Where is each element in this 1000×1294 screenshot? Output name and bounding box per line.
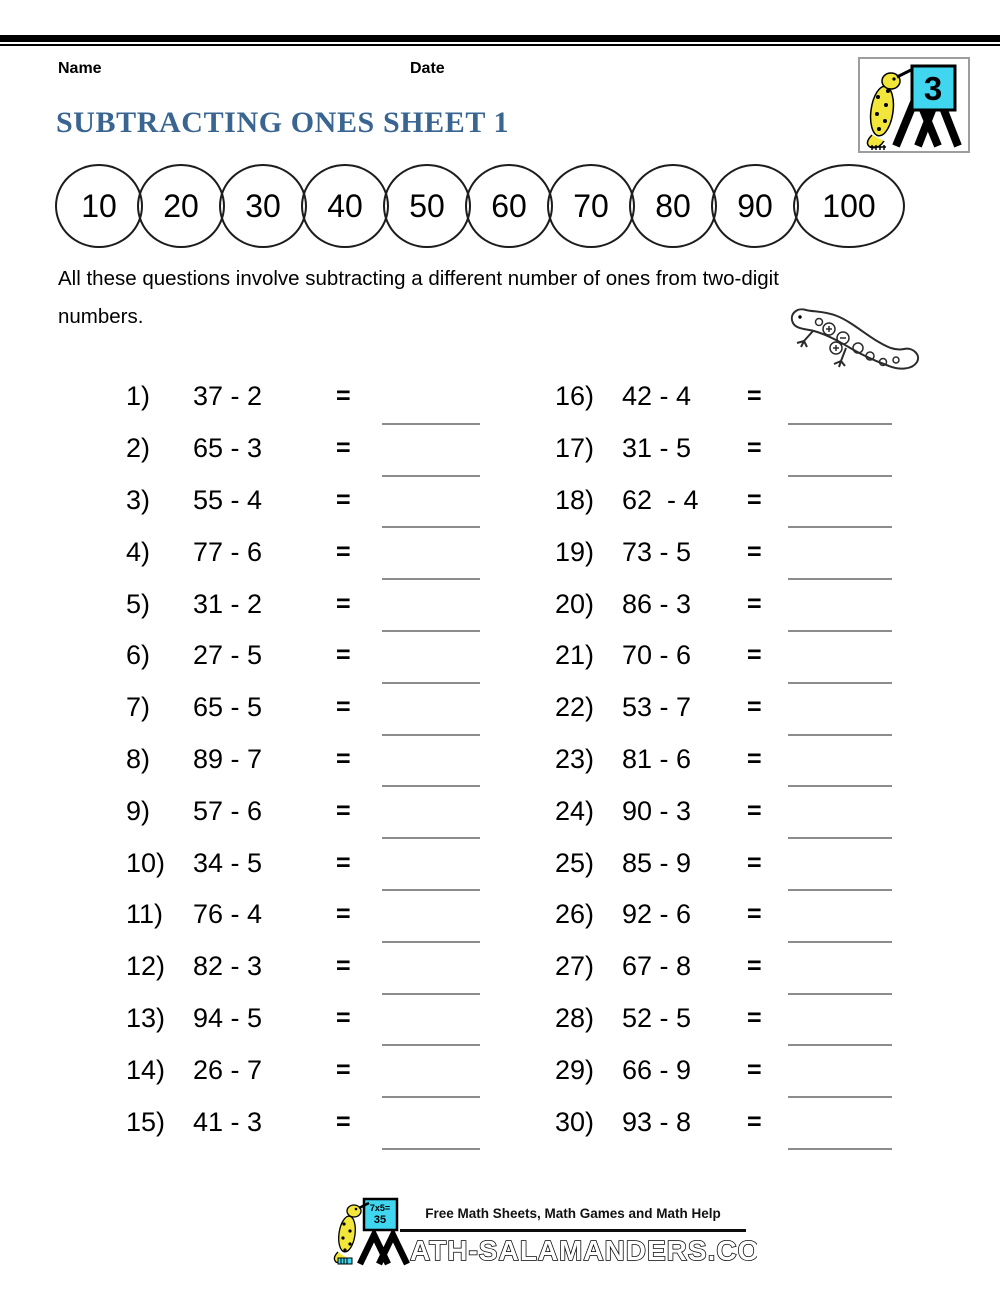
- answer-blank[interactable]: [382, 1148, 480, 1150]
- problem-row: [555, 889, 892, 941]
- equals-sign: =: [336, 900, 351, 929]
- problem-row: [126, 1044, 480, 1096]
- problem-row: [126, 423, 480, 475]
- problems-left: [126, 371, 480, 1148]
- answer-blank[interactable]: [788, 941, 892, 943]
- number-track-oval: [547, 164, 635, 248]
- problem-number: 21): [555, 640, 595, 671]
- equals-sign: =: [747, 796, 762, 825]
- equals-sign: =: [336, 641, 351, 670]
- answer-blank[interactable]: [788, 889, 892, 891]
- number-track-oval: [137, 164, 225, 248]
- number-track-value: 80: [655, 187, 691, 224]
- equals-sign: =: [336, 693, 351, 722]
- problem-expression: 77 - 6: [193, 536, 263, 567]
- problems-right: [555, 371, 892, 1148]
- answer-blank[interactable]: [382, 682, 480, 684]
- problem-expression: 70 - 6: [622, 640, 692, 671]
- equals-sign: =: [336, 537, 351, 566]
- level-number: 3: [923, 70, 943, 107]
- problem-row: [126, 941, 480, 993]
- number-track-value: 10: [81, 187, 117, 224]
- problem-row: [555, 734, 892, 786]
- answer-blank[interactable]: [382, 475, 480, 477]
- problem-number: 3): [126, 484, 151, 515]
- problem-row: [126, 785, 480, 837]
- problem-number: 4): [126, 536, 151, 567]
- instructions-line2: numbers.: [58, 305, 144, 328]
- problem-expression: 26 - 7: [193, 1054, 263, 1085]
- equals-sign: =: [336, 485, 351, 514]
- problem-number: 25): [555, 847, 595, 878]
- equals-sign: =: [747, 434, 762, 463]
- answer-blank[interactable]: [382, 837, 480, 839]
- date-label: Date: [410, 60, 445, 77]
- answer-blank[interactable]: [788, 785, 892, 787]
- problem-row: [555, 1044, 892, 1096]
- problem-number: 16): [555, 381, 595, 412]
- problem-row: [126, 475, 480, 527]
- footer-wordmark: [352, 1230, 757, 1272]
- problem-number: 2): [126, 433, 151, 464]
- problem-expression: 92 - 6: [622, 899, 692, 930]
- answer-blank[interactable]: [788, 578, 892, 580]
- answer-blank[interactable]: [788, 1148, 892, 1150]
- problem-row: [126, 526, 480, 578]
- equals-sign: =: [336, 796, 351, 825]
- problem-row: [555, 785, 892, 837]
- number-track-oval: [219, 164, 307, 248]
- problem-number: 20): [555, 588, 595, 619]
- number-track-value: 100: [822, 187, 876, 224]
- problem-expression: 65 - 3: [193, 433, 263, 464]
- salamander-level-icon: [860, 59, 968, 151]
- footer-m-logo-2: [379, 1235, 407, 1264]
- equals-sign: =: [747, 1107, 762, 1136]
- top-divider: [0, 35, 1000, 46]
- equals-sign: =: [747, 641, 762, 670]
- instructions: [58, 260, 779, 336]
- problem-row: [126, 371, 480, 423]
- equals-sign: =: [747, 693, 762, 722]
- problem-number: 28): [555, 1002, 595, 1033]
- problem-expression: 66 - 9: [622, 1054, 692, 1085]
- footer-board-line2: 35: [373, 1214, 387, 1226]
- equals-sign: =: [336, 1107, 351, 1136]
- problem-number: 27): [555, 951, 595, 982]
- problem-number: 15): [126, 1106, 166, 1137]
- problem-expression: 53 - 7: [622, 692, 692, 723]
- number-track-value: 40: [327, 187, 363, 224]
- problem-number: 5): [126, 588, 151, 619]
- problem-expression: 89 - 7: [193, 743, 263, 774]
- problem-row: [126, 993, 480, 1045]
- problem-expression: 41 - 3: [193, 1106, 263, 1137]
- answer-blank[interactable]: [382, 1096, 480, 1098]
- number-track: [55, 164, 905, 248]
- footer-wordmark-text: ATH-SALAMANDERS.COM: [410, 1235, 757, 1266]
- problem-number: 18): [555, 484, 595, 515]
- problem-number: 8): [126, 743, 151, 774]
- problem-number: 24): [555, 795, 595, 826]
- salamander-arm: [897, 70, 911, 77]
- equals-sign: =: [336, 589, 351, 618]
- problem-expression: 42 - 4: [622, 381, 692, 412]
- answer-blank[interactable]: [382, 941, 480, 943]
- problem-row: [555, 526, 892, 578]
- problem-number: 30): [555, 1106, 595, 1137]
- problem-row: [555, 423, 892, 475]
- problem-expression: 76 - 4: [193, 899, 263, 930]
- answer-blank[interactable]: [788, 1044, 892, 1046]
- number-track-value: 30: [245, 187, 281, 224]
- problem-row: [126, 734, 480, 786]
- instructions-line1: All these questions involve subtracting a different number of ones from two-digit: [58, 267, 779, 290]
- problem-number: 14): [126, 1054, 166, 1085]
- problem-number: 29): [555, 1054, 595, 1085]
- footer-tagline: Free Math Sheets, Math Games and Math Help: [425, 1206, 721, 1221]
- problem-expression: 73 - 5: [622, 536, 692, 567]
- problem-expression: 67 - 8: [622, 951, 692, 982]
- number-track-oval: [711, 164, 799, 248]
- problem-number: 7): [126, 692, 151, 723]
- equals-sign: =: [336, 1055, 351, 1084]
- equals-sign: =: [336, 434, 351, 463]
- problem-row: [126, 1096, 480, 1148]
- equals-sign: =: [747, 848, 762, 877]
- problem-row: [126, 837, 480, 889]
- salamander-front-leg: [797, 331, 813, 347]
- equals-sign: =: [747, 744, 762, 773]
- number-track-oval: [793, 164, 905, 248]
- problem-expression: 55 - 4: [193, 484, 263, 515]
- equals-sign: =: [747, 900, 762, 929]
- answer-blank[interactable]: [382, 785, 480, 787]
- number-track-value: 20: [163, 187, 199, 224]
- answer-blank[interactable]: [382, 578, 480, 580]
- equals-sign: =: [336, 952, 351, 981]
- equals-sign: =: [747, 1055, 762, 1084]
- answer-blank[interactable]: [788, 630, 892, 632]
- salamander-eye: [798, 315, 801, 318]
- equals-sign: =: [747, 589, 762, 618]
- salamander-body: [868, 85, 897, 138]
- equals-sign: =: [747, 485, 762, 514]
- answer-blank[interactable]: [788, 475, 892, 477]
- problem-row: [555, 1096, 892, 1148]
- problem-expression: 62 - 4: [622, 484, 699, 515]
- problem-expression: 85 - 9: [622, 847, 692, 878]
- answer-blank[interactable]: [788, 837, 892, 839]
- answer-blank[interactable]: [382, 526, 480, 528]
- problem-expression: 65 - 5: [193, 692, 263, 723]
- problem-number: 10): [126, 847, 166, 878]
- problem-row: [555, 475, 892, 527]
- problem-number: 1): [126, 381, 151, 412]
- number-track-oval: [465, 164, 553, 248]
- answer-blank[interactable]: [788, 1096, 892, 1098]
- footer-feet: [338, 1258, 352, 1264]
- equals-sign: =: [747, 537, 762, 566]
- problem-row: [126, 630, 480, 682]
- answer-blank[interactable]: [788, 682, 892, 684]
- number-track-oval: [383, 164, 471, 248]
- equals-sign: =: [336, 744, 351, 773]
- problem-number: 12): [126, 951, 166, 982]
- page-title: SUBTRACTING ONES SHEET 1: [56, 106, 510, 139]
- number-track-oval: [301, 164, 389, 248]
- problem-expression: 82 - 3: [193, 951, 263, 982]
- problem-row: [126, 578, 480, 630]
- problem-expression: 31 - 5: [622, 433, 692, 464]
- level-badge-logo: [858, 57, 970, 153]
- problem-expression: 52 - 5: [622, 1002, 692, 1033]
- problem-row: [555, 941, 892, 993]
- problem-row: [555, 993, 892, 1045]
- number-track-value: 70: [573, 187, 609, 224]
- problem-number: 11): [126, 899, 164, 930]
- problem-number: 6): [126, 640, 151, 671]
- problem-number: 9): [126, 795, 151, 826]
- answer-blank[interactable]: [382, 630, 480, 632]
- answer-blank[interactable]: [382, 1044, 480, 1046]
- equals-sign: =: [747, 1003, 762, 1032]
- equals-sign: =: [747, 382, 762, 411]
- answer-blank[interactable]: [382, 423, 480, 425]
- problem-expression: 94 - 5: [193, 1002, 263, 1033]
- problem-row: [555, 630, 892, 682]
- problem-row: [126, 889, 480, 941]
- problem-row: [555, 578, 892, 630]
- problem-expression: 81 - 6: [622, 743, 692, 774]
- problem-number: 23): [555, 743, 595, 774]
- equals-sign: =: [747, 952, 762, 981]
- problem-number: 22): [555, 692, 595, 723]
- equals-sign: =: [336, 848, 351, 877]
- problem-row: [126, 682, 480, 734]
- problem-expression: 93 - 8: [622, 1106, 692, 1137]
- answer-blank[interactable]: [788, 423, 892, 425]
- answer-blank[interactable]: [382, 993, 480, 995]
- problem-row: [555, 371, 892, 423]
- problem-number: 17): [555, 433, 595, 464]
- problem-expression: 27 - 5: [193, 640, 263, 671]
- number-track-oval: [629, 164, 717, 248]
- number-track-value: 50: [409, 187, 445, 224]
- number-track-value: 60: [491, 187, 527, 224]
- answer-blank[interactable]: [382, 734, 480, 736]
- problem-number: 19): [555, 536, 595, 567]
- problem-expression: 37 - 2: [193, 381, 263, 412]
- equals-sign: =: [336, 1003, 351, 1032]
- equals-sign: =: [336, 382, 351, 411]
- problem-number: 26): [555, 899, 595, 930]
- number-track-oval: [55, 164, 143, 248]
- answer-blank[interactable]: [788, 734, 892, 736]
- problem-row: [555, 682, 892, 734]
- answer-blank[interactable]: [788, 993, 892, 995]
- problem-expression: 57 - 6: [193, 795, 263, 826]
- problem-expression: 86 - 3: [622, 588, 692, 619]
- problem-expression: 90 - 3: [622, 795, 692, 826]
- problem-expression: 31 - 2: [193, 588, 263, 619]
- number-track-value: 90: [737, 187, 773, 224]
- footer-board-line1: 7x5=: [369, 1203, 391, 1213]
- name-label: Name: [58, 60, 102, 77]
- problem-expression: 34 - 5: [193, 847, 263, 878]
- answer-blank[interactable]: [382, 889, 480, 891]
- problem-number: 13): [126, 1002, 166, 1033]
- answer-blank[interactable]: [788, 526, 892, 528]
- problem-row: [555, 837, 892, 889]
